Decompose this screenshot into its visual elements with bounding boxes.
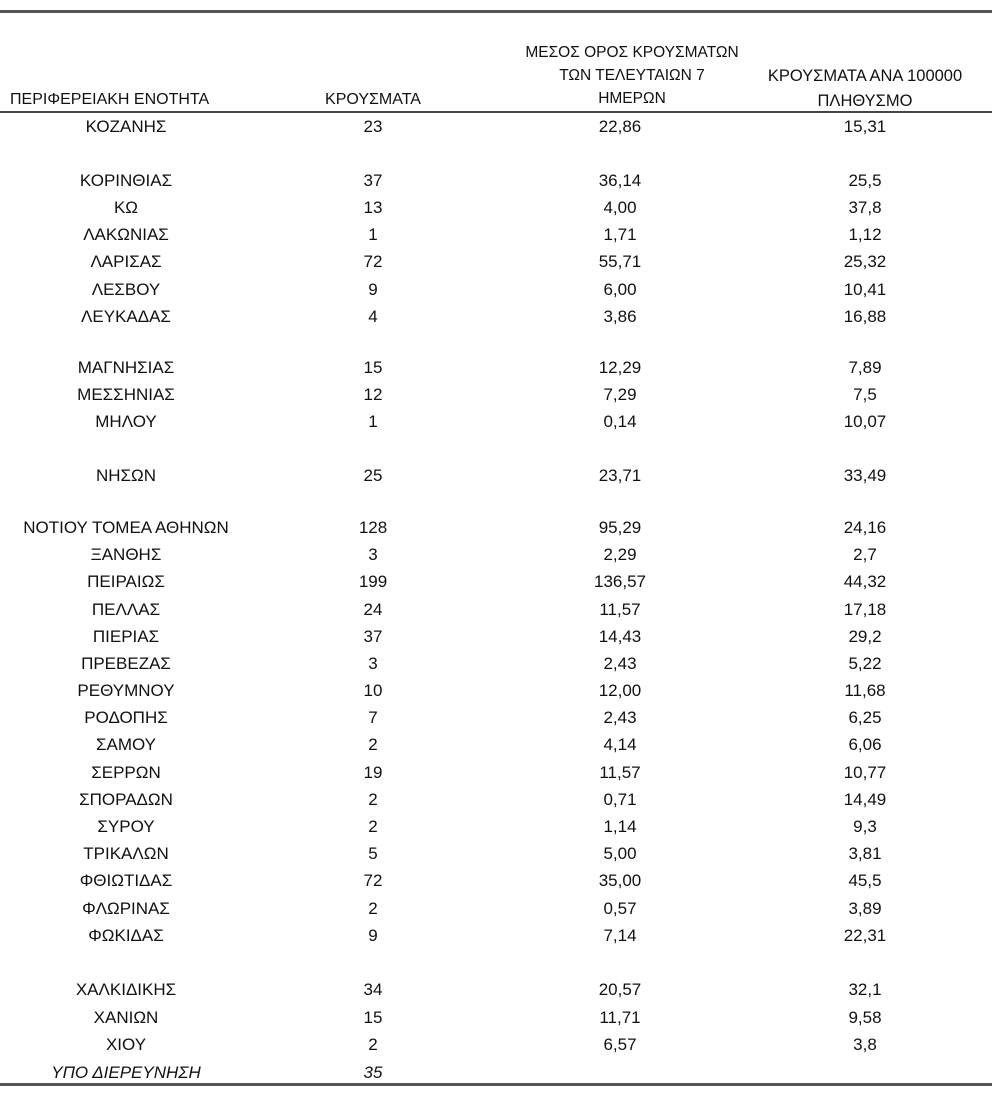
cell-avg7: 4,00 — [603, 198, 637, 217]
cell-per100k: 22,31 — [843, 926, 887, 945]
cell-avg7: 5,00 — [603, 844, 637, 863]
table-row — [0, 168, 1000, 194]
table-row — [0, 787, 1000, 813]
table-row — [0, 569, 1000, 595]
cell-cases: 24 — [363, 600, 383, 619]
table-row — [0, 705, 1000, 731]
table-row — [0, 195, 1000, 221]
cell-cases: 3 — [368, 654, 378, 673]
cell-region: ΛΕΥΚΑΔΑΣ — [81, 307, 171, 326]
cell-region: ΦΛΩΡΙΝΑΣ — [82, 899, 170, 918]
cell-avg7: 20,57 — [598, 980, 642, 999]
cell-cases: 2 — [368, 790, 378, 809]
cell-region: ΧΑΛΚΙΔΙΚΗΣ — [75, 980, 177, 999]
table-row — [0, 304, 1000, 330]
cell-region: ΝΟΤΙΟΥ ΤΟΜΕΑ ΑΘΗΝΩΝ — [23, 518, 229, 537]
cell-avg7: 36,14 — [598, 171, 642, 190]
cell-avg7: 136,57 — [594, 572, 646, 591]
cell-cases: 199 — [358, 572, 388, 591]
cell-cases: 4 — [368, 307, 378, 326]
cell-region: ΣΥΡΟΥ — [97, 817, 155, 836]
header-region: ΠΕΡΙΦΕΡΕΙΑΚΗ ΕΝΟΤΗΤΑ — [10, 91, 210, 108]
bottom-rule — [0, 1083, 992, 1086]
cell-per100k: 29,2 — [848, 627, 882, 646]
cell-cases: 5 — [368, 844, 378, 863]
cell-region: ΜΗΛΟΥ — [95, 412, 157, 431]
table-row — [0, 651, 1000, 677]
table-row — [0, 732, 1000, 758]
table-row — [0, 542, 1000, 568]
cell-region: ΡΟΔΟΠΗΣ — [84, 708, 168, 727]
cell-region: ΧΑΝΙΩΝ — [93, 1008, 159, 1027]
cell-per100k: 11,68 — [844, 681, 886, 700]
cell-per100k: 10,77 — [843, 763, 887, 782]
cell-per100k: 17,18 — [843, 600, 887, 619]
cell-per100k: 15,31 — [843, 117, 887, 136]
cell-per100k: 33,49 — [843, 466, 887, 485]
cell-avg7: 11,57 — [599, 600, 641, 619]
cell-cases: 10 — [363, 681, 383, 700]
cell-per100k: 16,88 — [843, 307, 887, 326]
header-per100k-line1: ΚΡΟΥΣΜΑΤΑ ΑΝΑ 100000 — [767, 67, 963, 85]
cell-cases: 19 — [363, 763, 383, 782]
cell-per100k: 1,12 — [848, 225, 882, 244]
table-row — [0, 597, 1000, 623]
header-avg7-line3: ΗΜΕΡΩΝ — [598, 90, 666, 107]
table-row — [0, 249, 1000, 275]
cell-per100k: 45,5 — [848, 871, 882, 890]
table-row — [0, 841, 1000, 867]
cell-avg7: 0,71 — [603, 790, 637, 809]
cell-per100k: 7,89 — [848, 358, 882, 377]
cell-per100k: 3,8 — [853, 1035, 877, 1054]
cell-region: ΛΑΡΙΣΑΣ — [90, 252, 162, 271]
table-row — [0, 760, 1000, 786]
table-row — [0, 114, 1000, 140]
cell-per100k: 3,89 — [848, 899, 882, 918]
cell-region: ΣΕΡΡΩΝ — [91, 763, 161, 782]
cell-avg7: 11,71 — [599, 1008, 641, 1027]
cell-region: ΧΙΟΥ — [105, 1035, 147, 1054]
cell-per100k: 24,16 — [843, 518, 887, 537]
cell-avg7: 1,71 — [603, 225, 637, 244]
table-row — [0, 814, 1000, 840]
cell-region: ΛΕΣΒΟΥ — [91, 280, 161, 299]
cell-region: ΚΩ — [113, 198, 139, 217]
cell-cases: 3 — [368, 545, 378, 564]
cell-region: ΜΑΓΝΗΣΙΑΣ — [77, 358, 175, 377]
cell-region: ΡΕΘΥΜΝΟΥ — [77, 681, 175, 700]
table-row — [0, 1032, 1000, 1058]
cell-cases: 25 — [363, 466, 383, 485]
table-row — [0, 355, 1000, 381]
cell-per100k: 25,32 — [843, 252, 887, 271]
cell-region: ΚΟΖΑΝΗΣ — [85, 117, 167, 136]
cell-cases: 9 — [368, 280, 378, 299]
cell-per100k: 6,06 — [848, 735, 882, 754]
header-per100k-line2: ΠΛΗΘΥΣΜΟ — [817, 92, 913, 110]
table-row — [0, 222, 1000, 248]
cell-cases: 1 — [368, 412, 378, 431]
cell-per100k: 10,07 — [843, 412, 887, 431]
table-row — [0, 1005, 1000, 1031]
cell-region: ΤΡΙΚΑΛΩΝ — [83, 844, 169, 863]
cell-region: ΠΕΙΡΑΙΩΣ — [87, 572, 165, 591]
table-row — [0, 515, 1000, 541]
cell-cases: 2 — [368, 735, 378, 754]
cell-cases: 72 — [363, 871, 383, 890]
cell-cases: 1 — [368, 225, 378, 244]
table-row — [0, 868, 1000, 894]
cell-per100k: 7,5 — [853, 385, 877, 404]
header-avg7 — [487, 41, 777, 110]
cell-per100k: 37,8 — [848, 198, 882, 217]
cell-avg7: 6,00 — [603, 280, 637, 299]
cell-avg7: 22,86 — [598, 117, 642, 136]
cell-cases: 7 — [368, 708, 378, 727]
cell-cases: 34 — [363, 980, 383, 999]
header-per100k — [740, 64, 990, 114]
cell-avg7: 23,71 — [598, 466, 642, 485]
cell-region: ΝΗΣΩΝ — [95, 466, 157, 485]
cell-avg7: 7,14 — [603, 926, 637, 945]
cell-cases: 9 — [368, 926, 378, 945]
cell-region: ΠΡΕΒΕΖΑΣ — [81, 654, 171, 673]
cell-per100k: 5,22 — [848, 654, 882, 673]
table-row — [0, 923, 1000, 949]
cell-per100k: 3,81 — [848, 844, 882, 863]
cell-cases: 13 — [363, 198, 383, 217]
cell-avg7: 7,29 — [603, 385, 637, 404]
cell-avg7: 1,14 — [603, 817, 637, 836]
table-row — [0, 624, 1000, 650]
cell-avg7: 35,00 — [598, 871, 642, 890]
cell-per100k: 44,32 — [843, 572, 887, 591]
cell-per100k: 6,25 — [848, 708, 882, 727]
cell-avg7: 3,86 — [603, 307, 637, 326]
cell-cases: 2 — [368, 1035, 378, 1054]
cell-region: ΚΟΡΙΝΘΙΑΣ — [79, 171, 173, 190]
cell-avg7: 12,00 — [598, 681, 642, 700]
cell-cases: 35 — [363, 1063, 383, 1082]
top-rule — [0, 10, 992, 13]
header-avg7-line2: ΤΩΝ ΤΕΛΕΥΤΑΙΩΝ 7 — [559, 67, 705, 84]
cell-avg7: 55,71 — [598, 252, 642, 271]
cell-region: ΛΑΚΩΝΙΑΣ — [83, 225, 169, 244]
cell-cases: 2 — [368, 899, 378, 918]
table-row — [0, 277, 1000, 303]
table-row — [0, 382, 1000, 408]
cell-cases: 72 — [363, 252, 383, 271]
table-row — [0, 409, 1000, 435]
cell-region: ΣΠΟΡΑΔΩΝ — [79, 790, 173, 809]
cell-avg7: 4,14 — [603, 735, 637, 754]
cell-cases: 37 — [363, 627, 383, 646]
cell-per100k: 9,3 — [853, 817, 877, 836]
header-cases: ΚΡΟΥΣΜΑΤΑ — [325, 91, 421, 108]
cell-region: ΠΙΕΡΙΑΣ — [92, 627, 160, 646]
cell-avg7: 95,29 — [598, 518, 642, 537]
cell-region: ΜΕΣΣΗΝΙΑΣ — [77, 385, 175, 404]
cell-region: ΞΑΝΘΗΣ — [90, 545, 162, 564]
cell-cases: 15 — [363, 358, 383, 377]
cell-cases: 128 — [358, 518, 388, 537]
cell-per100k: 32,1 — [848, 980, 882, 999]
cell-cases: 37 — [363, 171, 383, 190]
cell-avg7: 2,29 — [603, 545, 637, 564]
header-avg7-line1: ΜΕΣΟΣ ΟΡΟΣ ΚΡΟΥΣΜΑΤΩΝ — [525, 44, 739, 61]
cell-region: ΣΑΜΟΥ — [95, 735, 157, 754]
cell-region: ΠΕΛΛΑΣ — [91, 600, 161, 619]
cell-per100k: 25,5 — [848, 171, 882, 190]
cell-avg7: 12,29 — [598, 358, 642, 377]
cell-avg7: 11,57 — [599, 763, 641, 782]
cell-region: ΥΠΟ ΔΙΕΡΕΥΝΗΣΗ — [51, 1063, 201, 1082]
cell-cases: 2 — [368, 817, 378, 836]
table-row — [0, 896, 1000, 922]
cell-avg7: 2,43 — [603, 708, 637, 727]
cell-per100k: 2,7 — [853, 545, 877, 564]
table-row — [0, 977, 1000, 1003]
cell-region: ΦΩΚΙΔΑΣ — [88, 926, 164, 945]
table-row — [0, 678, 1000, 704]
header-rule — [0, 111, 992, 113]
cell-per100k: 10,41 — [843, 280, 887, 299]
cell-per100k: 9,58 — [848, 1008, 882, 1027]
cell-cases: 15 — [363, 1008, 383, 1027]
cell-avg7: 2,43 — [603, 654, 637, 673]
cell-avg7: 14,43 — [598, 627, 642, 646]
cell-cases: 23 — [363, 117, 383, 136]
cell-cases: 12 — [363, 385, 383, 404]
table-row — [0, 463, 1000, 489]
cell-avg7: 0,14 — [603, 412, 637, 431]
cell-per100k: 14,49 — [843, 790, 887, 809]
cell-avg7: 6,57 — [603, 1035, 637, 1054]
cell-avg7: 0,57 — [603, 899, 637, 918]
cell-region: ΦΘΙΩΤΙΔΑΣ — [79, 871, 173, 890]
